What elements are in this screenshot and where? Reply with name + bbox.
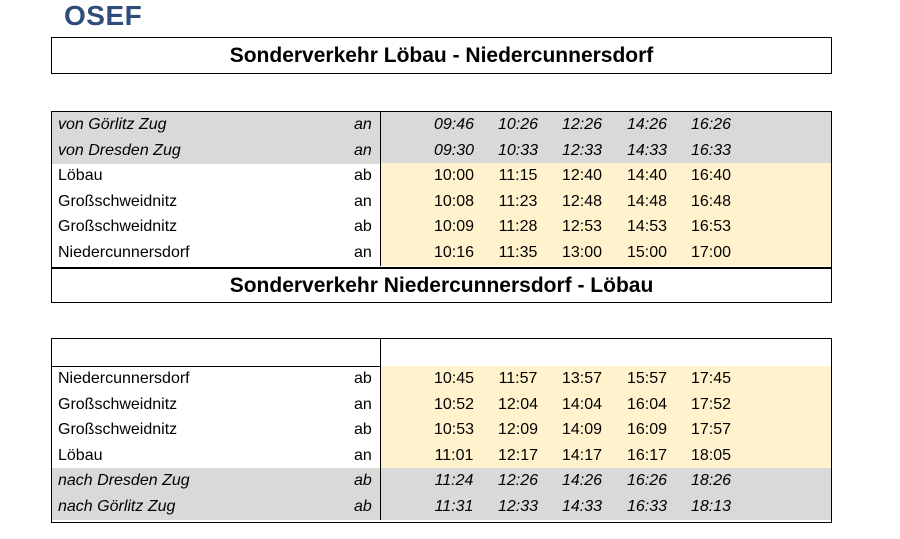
departure-time: 16:26 (690, 116, 732, 133)
departure-time: 13:57 (561, 370, 603, 387)
departure-time: 14:33 (626, 141, 668, 159)
empty-header-row (52, 339, 831, 367)
departure-time: 14:09 (561, 421, 603, 438)
table-row (52, 443, 831, 469)
departure-time: 11:35 (498, 243, 538, 261)
departure-time: 15:57 (626, 370, 668, 387)
times-cell (380, 138, 831, 164)
departure-time: 10:52 (433, 395, 475, 413)
departure-time: 14:26 (626, 116, 668, 133)
departure-time: 18:26 (690, 472, 732, 489)
departure-time: 10:53 (433, 421, 475, 438)
departure-time: 16:33 (690, 141, 732, 159)
station-name: nach Görlitz Zug (58, 497, 176, 515)
section2-title: Sonderverkehr Niedercunnersdorf - Löbau (51, 268, 832, 303)
departure-time: 12:17 (497, 446, 539, 464)
departure-time: 16:48 (690, 192, 732, 210)
times-cell (380, 494, 831, 520)
departure-time: 11:31 (434, 497, 474, 515)
station-name: Großschweidnitz (58, 421, 178, 438)
departure-time: 09:30 (433, 141, 475, 159)
osef-logo: OSEF (64, 0, 143, 31)
table-row (52, 468, 831, 494)
departure-time: 18:13 (690, 497, 732, 515)
table-row (52, 392, 831, 418)
departure-time: 14:17 (561, 446, 603, 464)
arrival-departure-marker: an (354, 141, 372, 159)
times-cell (380, 240, 831, 266)
departure-time: 10:00 (433, 167, 475, 184)
departure-time: 16:26 (626, 472, 668, 489)
timetable-niedercunnersdorf-lobau (51, 338, 832, 523)
station-name: Löbau (58, 167, 103, 184)
departure-time: 10:09 (433, 218, 475, 235)
departure-time: 16:17 (626, 446, 668, 464)
departure-time: 09:46 (433, 116, 475, 133)
station-name: Löbau (58, 446, 103, 464)
arrival-departure-marker: an (354, 446, 372, 464)
departure-time: 16:09 (626, 421, 668, 438)
departure-time: 11:28 (498, 218, 538, 235)
times-cell (380, 468, 831, 494)
departure-time: 11:23 (498, 192, 538, 210)
departure-time: 12:09 (497, 421, 539, 438)
departure-time: 15:00 (626, 243, 668, 261)
table-row (52, 417, 831, 443)
arrival-departure-marker: ab (354, 472, 372, 489)
arrival-departure-marker: ab (354, 167, 372, 184)
departure-time: 10:08 (433, 192, 475, 210)
arrival-departure-marker: ab (354, 497, 372, 515)
departure-time: 14:33 (561, 497, 603, 515)
departure-time: 14:40 (626, 167, 668, 184)
departure-time: 13:00 (561, 243, 603, 261)
departure-time: 12:26 (497, 472, 539, 489)
station-name: Großschweidnitz (58, 192, 178, 210)
departure-time: 17:00 (690, 243, 732, 261)
departure-time: 10:33 (497, 141, 539, 159)
arrival-departure-marker: ab (354, 370, 372, 387)
departure-time: 12:26 (561, 116, 603, 133)
arrival-departure-marker: ab (354, 218, 372, 235)
departure-time: 17:57 (690, 421, 732, 438)
times-cell (380, 163, 831, 189)
times-cell (380, 214, 831, 240)
station-name: von Görlitz Zug (58, 116, 167, 133)
timetable-lobau-niedercunnersdorf (51, 111, 832, 268)
departure-time: 16:40 (690, 167, 732, 184)
departure-time: 18:05 (690, 446, 732, 464)
departure-time: 14:53 (626, 218, 668, 235)
departure-time: 17:45 (690, 370, 732, 387)
arrival-departure-marker: an (354, 395, 372, 413)
departure-time: 10:26 (497, 116, 539, 133)
times-cell (380, 417, 831, 443)
departure-time: 14:26 (561, 472, 603, 489)
departure-time: 12:53 (561, 218, 603, 235)
station-name: Niedercunnersdorf (58, 243, 190, 261)
departure-time: 16:04 (626, 395, 668, 413)
times-cell (380, 189, 831, 215)
table-row (52, 112, 831, 138)
times-cell (380, 443, 831, 469)
table-row (52, 163, 831, 189)
station-name: Niedercunnersdorf (58, 370, 190, 387)
departure-time: 12:33 (561, 141, 603, 159)
station-name: Großschweidnitz (58, 395, 178, 413)
station-name: von Dresden Zug (58, 141, 181, 159)
times-cell (380, 392, 831, 418)
table-row (52, 240, 831, 266)
departure-time: 11:01 (434, 446, 474, 464)
arrival-departure-marker: an (354, 192, 372, 210)
times-cell (380, 112, 831, 138)
station-name: Großschweidnitz (58, 218, 178, 235)
table-row (52, 214, 831, 240)
departure-time: 17:52 (690, 395, 732, 413)
departure-time: 12:04 (497, 395, 539, 413)
departure-time: 10:45 (433, 370, 475, 387)
departure-time: 10:16 (433, 243, 475, 261)
table-row (52, 366, 831, 392)
departure-time: 16:53 (690, 218, 732, 235)
times-cell (380, 366, 831, 392)
departure-time: 12:48 (561, 192, 603, 210)
departure-time: 11:57 (498, 370, 538, 387)
departure-time: 16:33 (626, 497, 668, 515)
table-row (52, 138, 831, 164)
table-row (52, 189, 831, 215)
departure-time: 14:04 (561, 395, 603, 413)
section1-title: Sonderverkehr Löbau - Niedercunnersdorf (51, 37, 832, 74)
departure-time: 11:15 (498, 167, 538, 184)
departure-time: 11:24 (434, 472, 474, 489)
arrival-departure-marker: ab (354, 421, 372, 438)
departure-time: 12:33 (497, 497, 539, 515)
arrival-departure-marker: an (354, 116, 372, 133)
table-row (52, 494, 831, 520)
departure-time: 12:40 (561, 167, 603, 184)
departure-time: 14:48 (626, 192, 668, 210)
station-name: nach Dresden Zug (58, 472, 190, 489)
arrival-departure-marker: an (354, 243, 372, 261)
